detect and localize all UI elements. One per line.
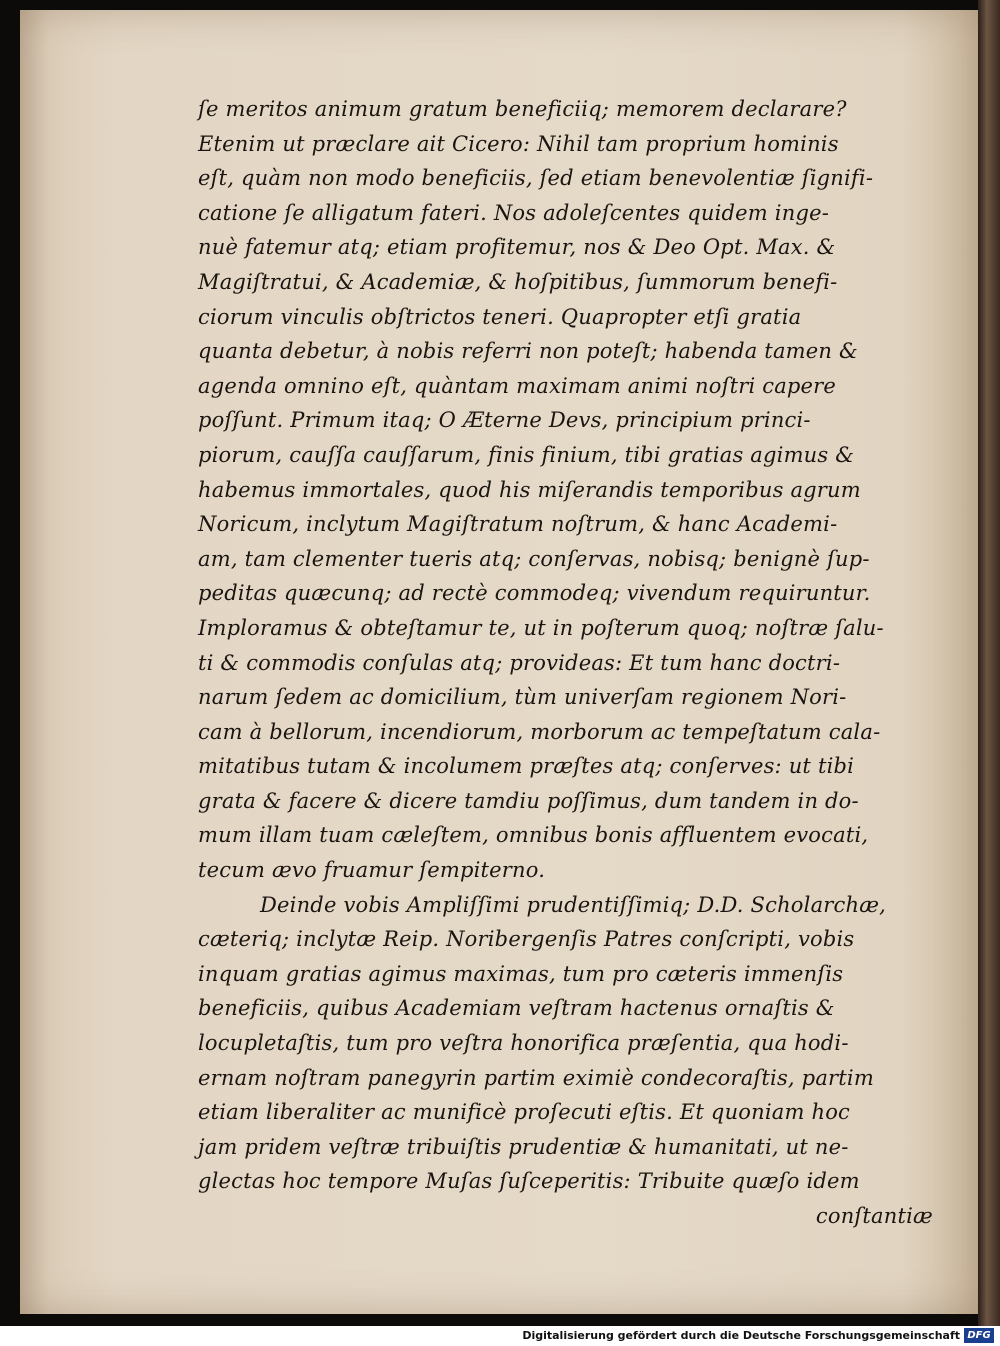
text-line: agenda omnino eſt, quàntam maximam animi noſtri capere: [198, 373, 837, 398]
text-line: narum ſedem ac domicilium, tùm univerſam regionem Nori-: [198, 685, 847, 710]
text-line: ciorum vinculis obſtrictos teneri. Quapropter etſi gratia: [198, 304, 802, 329]
text-line: jam pridem veſtræ tribuiſtis prudentiæ & humanitati, ut ne-: [198, 1134, 849, 1159]
text-line: cam à bellorum, incendiorum, morborum ac tempeſtatum cala-: [198, 719, 881, 744]
dfg-logo: DFG: [964, 1328, 994, 1343]
text-line: Magiſtratui, & Academiæ, & hoſpitibus, ſummorum benefi-: [198, 269, 838, 294]
text-line: ernam noſtram panegyrin partim eximiè condecoraſtis, partim: [198, 1065, 874, 1090]
text-line: grata & facere & dicere tamdiu poſſimus, dum tandem in do-: [198, 788, 859, 813]
text-line: habemus immortales, quod his miſerandis temporibus agrum: [198, 477, 861, 502]
text-line: etiam liberaliter ac munificè proſecuti eſtis. Et quoniam hoc: [198, 1100, 851, 1125]
text-line: quanta debetur, à nobis referri non poteſt; habenda tamen &: [198, 339, 858, 364]
text-line: beneficiis, quibus Academiam veſtram hactenus ornaſtis &: [198, 996, 835, 1021]
text-line: locupletaſtis, tum pro veſtra honorifica præſentia, qua hodi-: [198, 1031, 849, 1056]
text-line: catione ſe alligatum fateri. Nos adoleſcentes quidem inge-: [198, 200, 830, 225]
text-line: Etenim ut præclare ait Cicero: Nihil tam proprium hominis: [198, 131, 839, 156]
text-line: ti & commodis conſulas atq; provideas: Et tum hanc doctri-: [198, 650, 841, 675]
text-line: piorum, cauſſa cauſſarum, finis finium, tibi gratias agimus &: [198, 442, 855, 467]
text-line: ſe meritos animum gratum beneficiiq; memorem declarare?: [198, 97, 847, 121]
text-line: Imploramus & obteſtamur te, ut in poſterum quoq; noſtræ ſalu-: [198, 615, 884, 640]
footer-bar: [0, 1326, 1000, 1346]
text-line: poſſunt. Primum itaq; O Æterne Devs, principium princi-: [198, 408, 811, 433]
text-line: inquam gratias agimus maximas, tum pro cæteris immenſis: [198, 961, 844, 986]
text-line: glectas hoc tempore Muſas ſuſceperitis: Tribuite quæſo idem: [198, 1169, 860, 1194]
text-line: cæteriq; inclytæ Reip. Noribergenſis Patres conſcripti, vobis: [198, 927, 855, 952]
text-line: mum illam tuam cæleſtem, omnibus bonis affluentem evocati,: [198, 823, 869, 848]
text-line: eſt, quàm non modo beneficiis, ſed etiam benevolentiæ ſignifi-: [198, 166, 874, 191]
text-line: nuè fatemur atq; etiam profitemur, nos & Deo Opt. Max. &: [198, 235, 836, 260]
text-line: Noricum, inclytum Magiſtratum noſtrum, & hanc Academi-: [198, 512, 838, 537]
text-line: peditas quæcunq; ad rectè commodeq; vivendum requiruntur.: [198, 581, 871, 606]
text-line: am, tam clementer tueris atq; conſervas, nobisq; benignè ſup-: [198, 546, 870, 571]
text-line: tecum ævo fruamur ſempiterno.: [198, 858, 546, 883]
book-edge: [978, 0, 1000, 1326]
page-text: [198, 92, 948, 1234]
text-line: mitatibus tutam & incolumem præſtes atq; conſerves: ut tibi: [198, 754, 855, 779]
catchword: conſtantiæ: [815, 1204, 933, 1228]
funding-credit: Digitalisierung gefördert durch die Deutsche Forschungsgemeinschaft: [522, 1329, 960, 1342]
paragraph-start-line: Deinde vobis Ampliſſimi prudentiſſimiq; D.D. Scholarchæ,: [260, 892, 887, 917]
